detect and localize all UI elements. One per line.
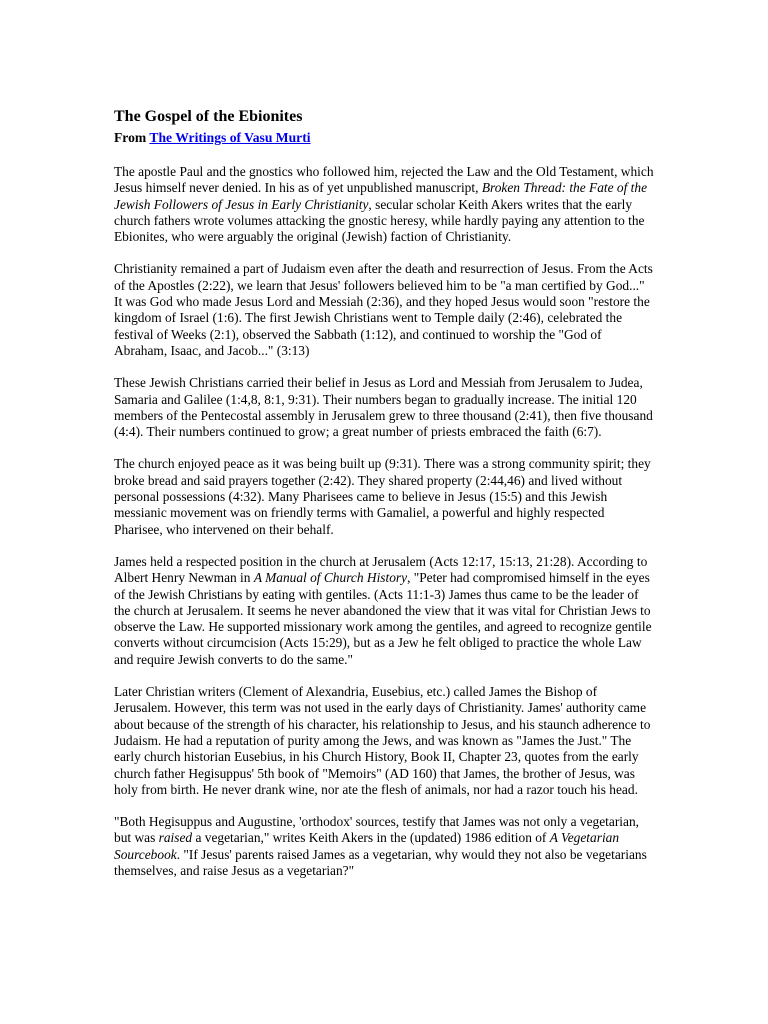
body-paragraph [114, 261, 654, 359]
paragraph-text: "Both Hegisuppus and Augustine, 'orthodox' sources, testify that James was not only a vegetarian, but was [114, 814, 639, 846]
italic-text: Broken Thread: the Fate of the Jewish Followers of Jesus in Early Christianity [114, 180, 648, 212]
body-paragraph [114, 456, 654, 537]
paragraph-text: The apostle Paul and the gnostics who followed him, rejected the Law and the Old Testament, which Jesus himself never denied. In his as of yet unpublished manuscript, [114, 164, 654, 196]
body-paragraph [114, 164, 654, 245]
italic-text: raised [158, 830, 193, 846]
body-paragraph [114, 814, 654, 879]
paragraph-list [114, 164, 654, 879]
italic-text: A Manual of Church History [253, 570, 408, 586]
body-paragraph [114, 375, 654, 440]
source-line [114, 129, 654, 146]
paragraph-text: a vegetarian," writes Keith Akers in the (updated) 1986 edition of [192, 830, 550, 846]
paragraph-text: James held a respected position in the church at Jerusalem (Acts 12:17, 15:13, 21:28). According to Albert Henry Newman in [114, 553, 648, 586]
paragraph-text: Later Christian writers (Clement of Alexandria, Eusebius, etc.) called James the Bishop of Jerusalem. However, this term was not used in the early days of Christianity. James' authority came about because of the strength of his character, his relationship to Jesus, and his staunch adherence to Judaism. He had a reputation of purity among the Jews, and was known as "James the Just." The early church historian Eusebius, in his Church History, Book II, Chapter 23, quotes from the early church father Hegisuppus' 5th book of "Memoirs" (AD 160) that James, the brother of Jesus, was holy from birth. He never drank wine, nor ate the flesh of animals, nor had a razor touch his head. [114, 684, 651, 797]
body-paragraph [114, 684, 654, 798]
document-body [114, 107, 654, 895]
paragraph-text: The church enjoyed peace as it was being built up (9:31). There was a strong community spirit; they broke bread and said prayers together (2:42). They shared property (2:44,46) and lived without personal possessions (4:32). Many Pharisees came to believe in Jesus (15:5) and this Jewish messianic movement was on friendly terms with Gamaliel, a powerful and highly respected Pharisee, who intervened on their behalf. [114, 456, 651, 537]
paragraph-text: These Jewish Christians carried their belief in Jesus as Lord and Messiah from Jerusalem to Judea, Samaria and Galilee (1:4,8, 8:1, 9:31). Their numbers began to gradually increase. The initial 120 members of the Pentecostal assembly in Jerusalem grew to three thousand (2:41), then five thousand (4:4). Their numbers continued to grow; a great number of priests embraced the faith (6:7). [114, 375, 653, 440]
paragraph-text: Christianity remained a part of Judaism even after the death and resurrection of Jesus. From the Acts of the Apostles (2:22), we learn that Jesus' followers believed him to be "a man certified by God..." It was God who made Jesus Lord and Messiah (2:36), and they hoped Jesus would soon "restore the kingdom of Israel (1:6). The first Jewish Christians went to Temple daily (2:46), celebrated the festival of Weeks (2:1), observed the Sabbath (1:12), and continued to worship the "God of Abraham, Isaac, and Jacob..." (3:13) [114, 261, 653, 358]
italic-text: A Vegetarian Sourcebook [114, 830, 620, 862]
paragraph-text: . "If Jesus' parents raised James as a vegetarian, why would they not also be vegetarians themselves, and raise Jesus as a vegetarian?" [114, 846, 647, 878]
source-prefix: From [114, 130, 150, 145]
body-paragraph [114, 554, 654, 668]
paragraph-text: , secular scholar Keith Akers writes that the early church fathers wrote volumes attacking the gnostic heresy, while hardly paying any attention to the Ebionites, who were arguably the original (Jewish) faction of Christianity. [114, 196, 645, 245]
paragraph-text: , "Peter had compromised himself in the eyes of the Jewish Christians by eating with gentiles. (Acts 11:1-3) James thus came to be the leader of the church at Jerusalem. It seems he never abandoned the view that it was vital for Christian Jews to observe the Law. He supported missionary work among the gentiles, and agreed to recognize gentile converts without circumcision (Acts 15:29), but as a Jew he felt obliged to practice the whole Law and require Jewish converts to do the same." [114, 570, 652, 667]
page-title: The Gospel of the Ebionites [114, 108, 303, 125]
source-link[interactable]: The Writings of Vasu Murti [149, 130, 311, 145]
